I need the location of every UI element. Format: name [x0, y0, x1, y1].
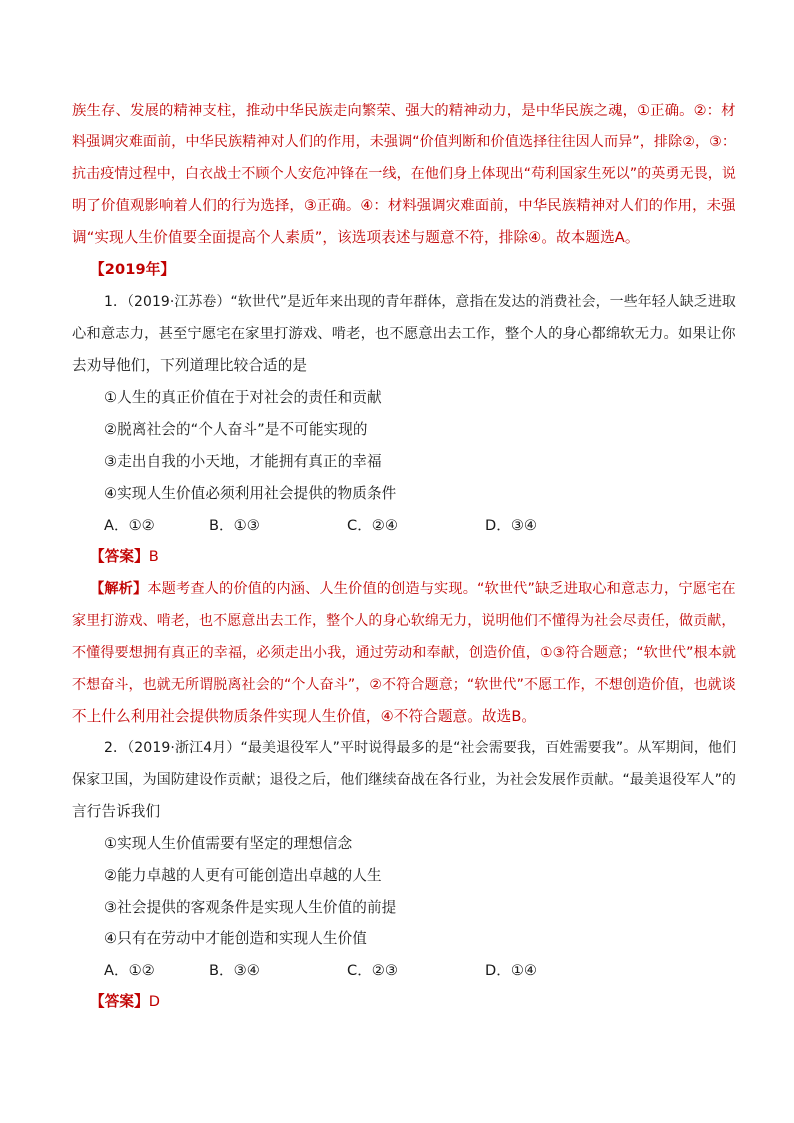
analysis-prev-text: ③：: [709, 134, 737, 150]
analysis-prev-text: 明了价值观影响着人们的行为选择，: [72, 198, 304, 214]
q1-stem-line-2: 心和意志力，甚至宁愿宅在家里打游戏、啃老，也不愿意出去工作，整个人的身心都绵软无力。如果让你: [72, 326, 736, 342]
q2-item-1: ①实现人生价值需要有坚定的理想信念: [104, 835, 353, 852]
q1-answer: [90, 547, 159, 567]
q2-item-2: ②能力卓越的人更有可能创造出卓越的人生: [104, 867, 382, 884]
q1-item-4: ④实现人生价值必须利用社会提供的物质条件: [104, 485, 397, 502]
answer-tag: 【答案】: [90, 548, 149, 565]
q2-stem-line-3: 言行告诉我们: [72, 803, 161, 820]
q1-choice-d: D．③④: [485, 517, 537, 534]
q1-item-3: ③走出自我的小天地，才能拥有真正的幸福: [104, 453, 382, 470]
answer-tag: 【答案】: [90, 993, 149, 1010]
analysis-tag: 【解析】: [90, 581, 148, 597]
analysis-prev-line-5: [72, 228, 640, 248]
q2-choice-c: C．②③: [347, 962, 398, 979]
analysis-prev-text: 族生存、发展的精神支柱，推动中华民族走向繁荣、强大的精神动力，是中华民族之魂，: [72, 103, 638, 119]
answer-value: D: [148, 993, 161, 1010]
analysis-text: 不想奋斗，也就无所谓脱离社会的“个人奋斗”，: [72, 677, 370, 693]
analysis-prev-text: ③正确。④：材料强调灾难面前，中华民族精神对人们的作用，未强: [303, 198, 736, 214]
analysis-prev-text: ④。故本题选: [528, 229, 615, 246]
analysis-text: ②不符合题意；“软世代”不愿工作，不想创造价值，也就谈: [369, 677, 736, 693]
q1-analysis-line-4: [72, 675, 736, 695]
analysis-text: B。: [511, 708, 537, 725]
q2-stem-line-2: 保家卫国，为国防建设作贡献；退役之后，他们继续奋战在各行业，为社会发展作贡献。“最美退役军人”的: [72, 772, 737, 788]
q1-choice-c: C．②④: [347, 517, 398, 534]
q1-analysis-line-3: [72, 643, 736, 663]
analysis-prev-text: 抗击疫情过程中，白衣战士不顾个人安危冲锋在一线，在他们身上体现出“苟利国家生死以”的英勇无畏，说: [72, 166, 737, 182]
analysis-prev-line-2: [72, 132, 736, 152]
analysis-prev-line-3: [72, 164, 736, 184]
analysis-text: 不懂得要想拥有真正的幸福，必须走出小我，通过劳动和奉献，创造价值，: [72, 645, 540, 661]
q1-item-2: ②脱离社会的“个人奋斗”是不可能实现的: [104, 421, 368, 438]
analysis-prev-text: 料强调灾难面前，中华民族精神对人们的作用，未强调“价值判断和价值选择往往因人而异”，排除②，: [72, 134, 710, 150]
q1-analysis-line-5: [72, 707, 536, 727]
analysis-prev-text: 调“实现人生价值要全面提高个人素质”，该选项表述与题意不符，排除: [72, 229, 529, 246]
answer-value: B: [148, 548, 159, 565]
q2-choice-d: D．①④: [485, 962, 537, 979]
q2-choice-a: A．①②: [104, 962, 155, 979]
analysis-prev-line-4: [72, 196, 736, 216]
q1-analysis-line-2: 家里打游戏、啃老，也不愿意出去工作，整个人的身心软绵无力，说明他们不懂得为社会尽责任，做贡献，: [72, 613, 736, 629]
analysis-prev-line-1: [72, 101, 736, 121]
q2-answer: [90, 992, 160, 1012]
analysis-text: ①③符合题意；“软世代”根本就: [539, 645, 737, 661]
q2-item-3: ③社会提供的客观条件是实现人生价值的前提: [104, 899, 397, 916]
analysis-prev-text: A。: [614, 229, 640, 246]
q1-stem-line-3: 去劝导他们，下列道理比较合适的是: [72, 357, 308, 374]
q1-choice-b: B．①③: [209, 517, 260, 534]
analysis-prev-text: ①正确。②：材: [637, 103, 736, 119]
analysis-text: ④不符合题意。故选: [380, 708, 512, 725]
q2-stem-line-1: 2．（2019·浙江4月）“最美退役军人”平时说得最多的是“社会需要我，百姓需要我”。从军期间，他们: [104, 740, 737, 756]
q1-stem-line-1: 1．（2019·江苏卷）“软世代”是近年来出现的青年群体，意指在发达的消费社会，一些年轻人缺乏进取: [104, 294, 736, 310]
q1-item-1: ①人生的真正价值在于对社会的责任和贡献: [104, 389, 382, 406]
q1-choice-a: A．①②: [104, 517, 155, 534]
q2-item-4: ④只有在劳动中才能创造和实现人生价值: [104, 930, 367, 947]
q2-choice-b: B．③④: [209, 962, 260, 979]
analysis-text: 本题考查人的价值的内涵、人生价值的创造与实现。“软世代”缺乏进取心和意志力，宁愿宅在: [147, 581, 736, 597]
q1-analysis-line-1: [90, 579, 736, 599]
year-heading: 【2019年】: [90, 261, 176, 278]
analysis-text: 不上什么利用社会提供物质条件实现人生价值，: [72, 708, 381, 725]
